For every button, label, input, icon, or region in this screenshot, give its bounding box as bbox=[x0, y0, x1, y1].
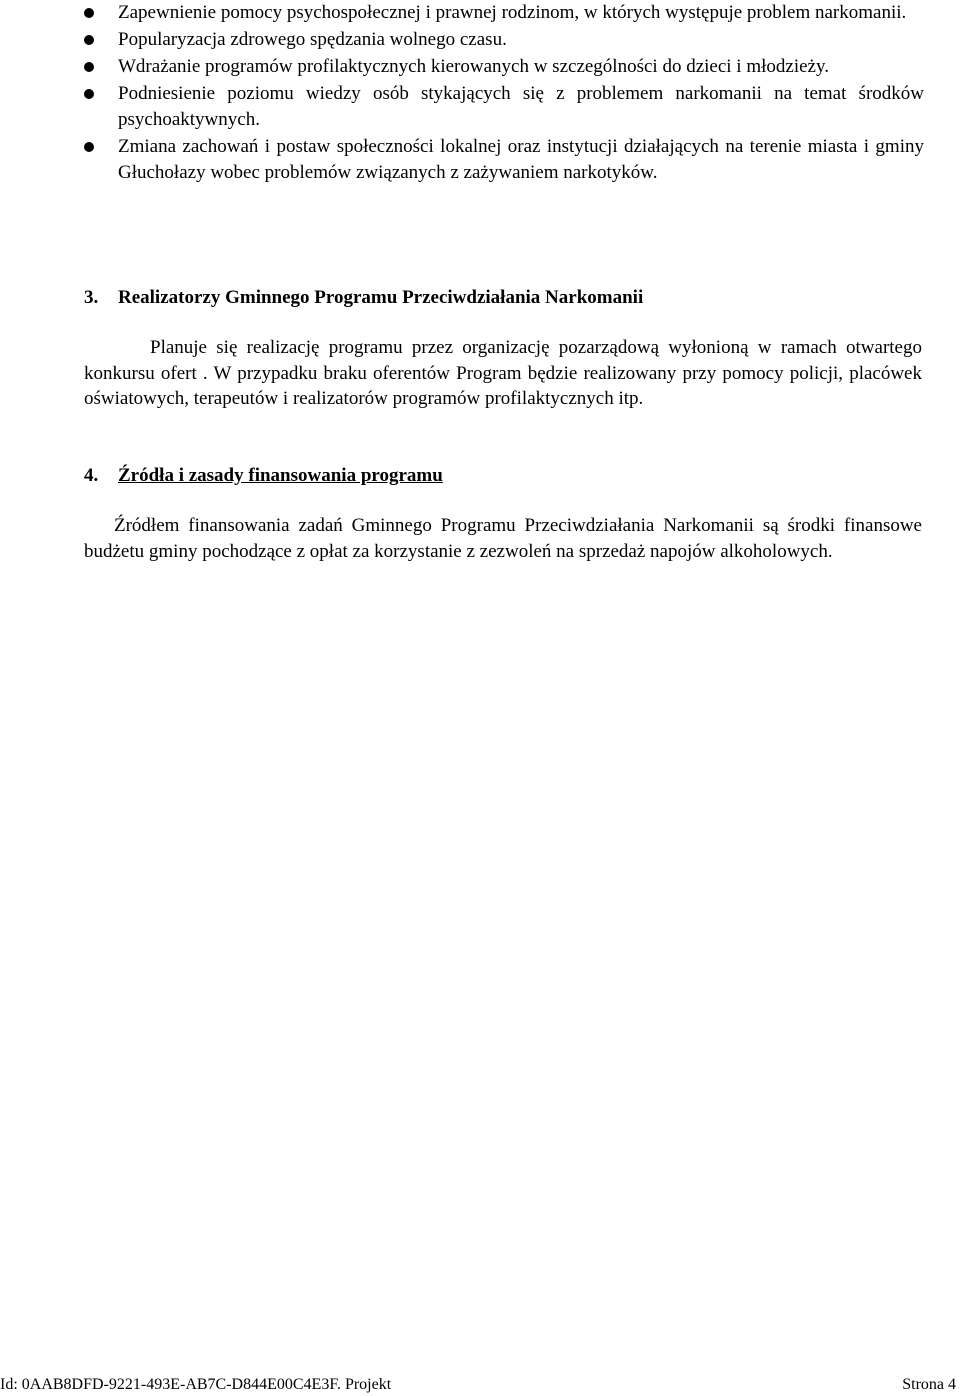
bullet-dot-icon bbox=[84, 62, 94, 72]
section-number: 3. bbox=[84, 287, 99, 308]
bullet-item bbox=[84, 81, 924, 133]
section-number: 4. bbox=[84, 465, 99, 486]
bullet-item bbox=[84, 27, 924, 53]
section-title: Realizatorzy Gminnego Programu Przeciwdziałania Narkomanii bbox=[118, 287, 644, 308]
section-3-heading bbox=[84, 285, 643, 311]
bullet-text: Popularyzacja zdrowego spędzania wolnego czasu. bbox=[118, 29, 507, 50]
bullet-item bbox=[84, 134, 924, 186]
bullet-dot-icon bbox=[84, 8, 94, 18]
page-number: Strona 4 bbox=[902, 1376, 956, 1393]
bullet-dot-icon bbox=[84, 89, 94, 99]
bullet-dot-icon bbox=[84, 142, 94, 152]
bullet-item bbox=[84, 54, 924, 80]
section-title: Źródła i zasady finansowania programu bbox=[118, 465, 443, 486]
section-4-paragraph: Źródłem finansowania zadań Gminnego Programu Przeciwdziałania Narkomanii są środki finansowe budżetu gminy pochodzące z opłat za korzystanie z zezwoleń na sprzedaż napojów alkoholowych. bbox=[84, 515, 922, 562]
bullet-text: Zapewnienie pomocy psychospołecznej i prawnej rodzinom, w których występuje problem narkomanii. bbox=[118, 2, 907, 23]
goals-bullet-list bbox=[84, 0, 924, 186]
page-footer bbox=[0, 1374, 956, 1396]
bullet-item bbox=[84, 0, 924, 26]
bullet-text: Zmiana zachowań i postaw społeczności lokalnej oraz instytucji działających na terenie miasta i gminy Głuchołazy wobec problemów związanych z zażywaniem narkotyków. bbox=[118, 136, 924, 183]
section-4-heading bbox=[84, 463, 443, 489]
bullet-text: Podniesienie poziomu wiedzy osób stykających się z problemem narkomanii na temat środków psychoaktywnych. bbox=[118, 83, 924, 130]
document-id: Id: 0AAB8DFD-9221-493E-AB7C-D844E00C4E3F. Projekt bbox=[0, 1376, 392, 1393]
bullet-text: Wdrażanie programów profilaktycznych kierowanych w szczególności do dzieci i młodzieży. bbox=[118, 56, 829, 77]
section-3-paragraph: Planuje się realizację programu przez organizację pozarządową wyłonioną w ramach otwartego konkursu ofert . W przypadku braku oferentów Program będzie realizowany przy pomocy policji, placówek oświatowych, terapeutów i realizatorów programów profilaktycznych itp. bbox=[84, 337, 922, 409]
bullet-dot-icon bbox=[84, 35, 94, 45]
